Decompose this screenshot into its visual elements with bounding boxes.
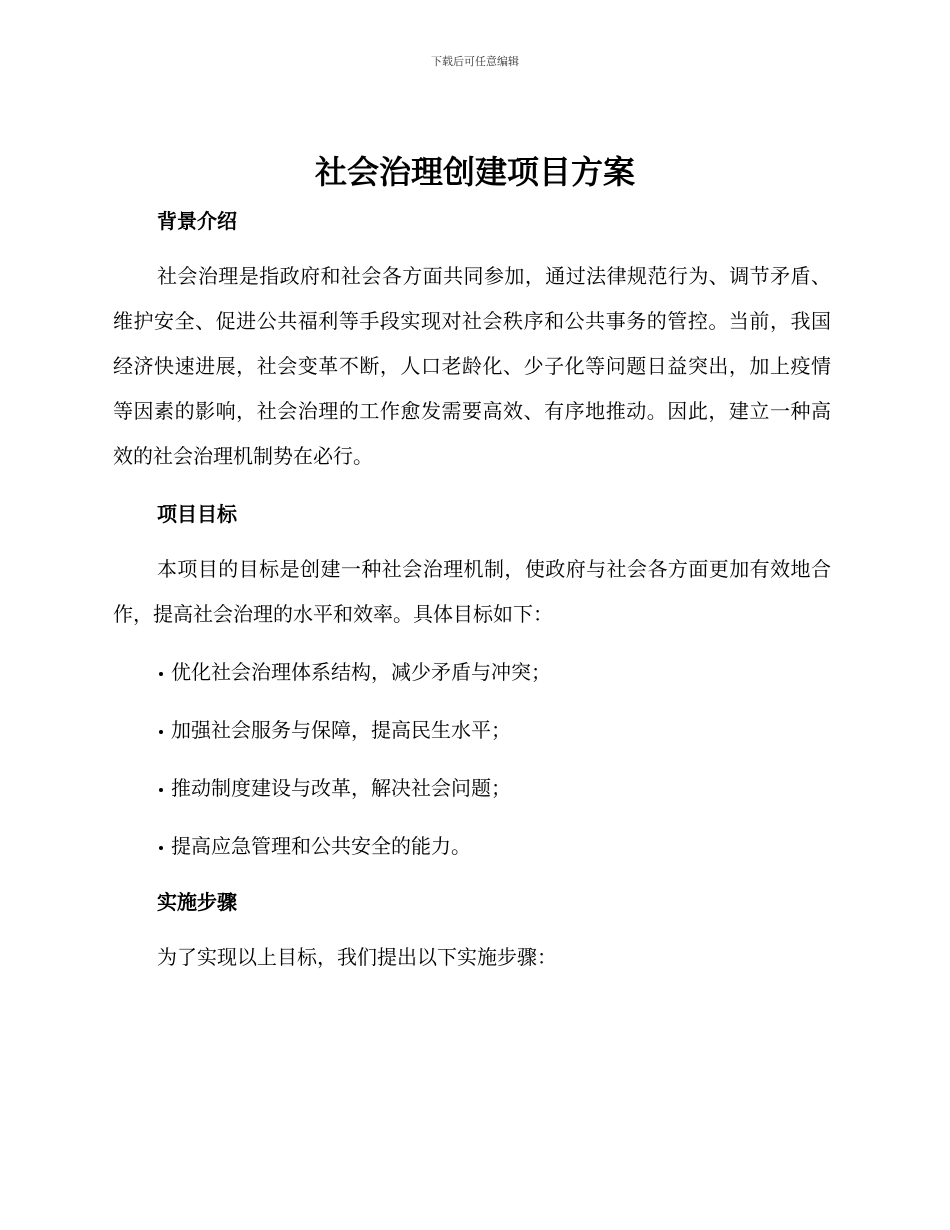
section-heading-background: 背景介绍	[157, 209, 237, 233]
list-item-text: 提高应急管理和公共安全的能力。	[171, 834, 471, 858]
background-paragraph: 社会治理是指政府和社会各方面共同参加，通过法律规范行为、调节矛盾、维护安全、促进公共福利等手段实现对社会秩序和公共事务的管控。当前，我国经济快速进展，社会变革不断，人口老龄化、少子化等问题日益突出，加上疫情等因素的影响，社会治理的工作愈发需要高效、有序地推动。因此，建立一种高效的社会治理机制势在必行。	[113, 264, 831, 468]
list-item-text: 推动制度建设与改革，解决社会问题；	[171, 776, 511, 800]
bullet-icon	[159, 788, 163, 792]
section-heading-goals: 项目目标	[157, 502, 237, 526]
goals-paragraph: 本项目的目标是创建一种社会治理机制，使政府与社会各方面更加有效地合作，提高社会治理的水平和效率。具体目标如下：	[113, 557, 831, 626]
list-item	[113, 824, 831, 869]
list-item	[113, 708, 831, 753]
section-heading-steps: 实施步骤	[157, 890, 237, 914]
list-item-text: 优化社会治理体系结构，减少矛盾与冲突；	[171, 660, 551, 684]
document-body	[113, 201, 831, 980]
bullet-icon	[159, 672, 163, 676]
bullet-icon	[159, 730, 163, 734]
page-title: 社会治理创建项目方案	[314, 153, 635, 191]
list-item	[113, 650, 831, 695]
goals-list	[113, 650, 831, 869]
list-item-text: 加强社会服务与保障，提高民生水平；	[171, 718, 511, 742]
list-item	[113, 766, 831, 811]
steps-paragraph: 为了实现以上目标，我们提出以下实施步骤：	[157, 945, 557, 969]
bullet-icon	[159, 846, 163, 850]
header-note: 下载后可任意编辑	[431, 55, 519, 68]
